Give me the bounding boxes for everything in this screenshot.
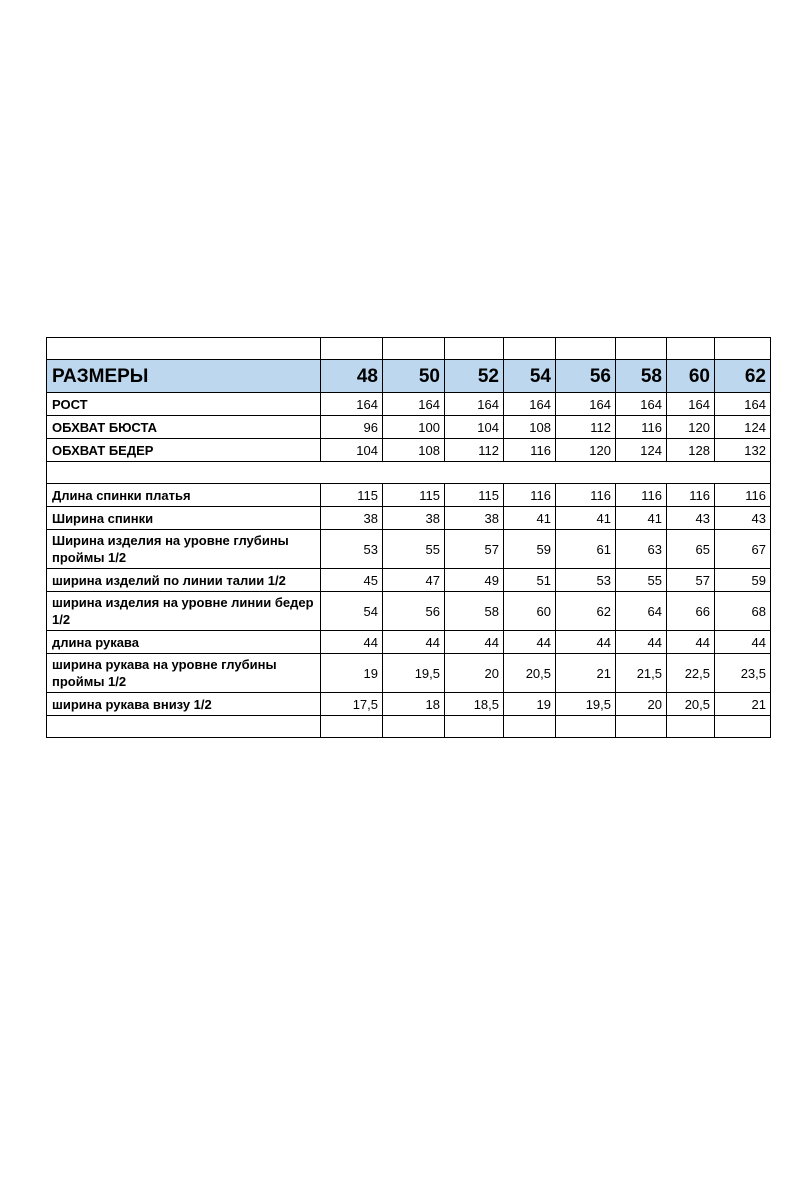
table-row [47,507,771,530]
value-cell: 104 [321,439,383,462]
value-cell: 116 [556,484,616,507]
value-cell: 59 [504,530,556,569]
value-cell: 116 [667,484,715,507]
value-cell: 53 [321,530,383,569]
value-cell: 44 [383,631,445,654]
table-header-row [47,360,771,393]
value-cell: 164 [715,393,771,416]
value-cell: 57 [445,530,504,569]
value-cell: 116 [715,484,771,507]
row-label: ОБХВАТ БЕДЕР [47,439,321,462]
value-cell: 43 [715,507,771,530]
size-header-cell: 58 [616,360,667,393]
value-cell: 116 [504,484,556,507]
value-cell: 67 [715,530,771,569]
table-row [47,416,771,439]
value-cell: 20,5 [504,654,556,693]
value-cell: 164 [504,393,556,416]
value-cell: 164 [556,393,616,416]
size-header-cell: 60 [667,360,715,393]
value-cell: 124 [715,416,771,439]
table-cell [321,716,383,738]
table-row [47,654,771,693]
value-cell: 21 [556,654,616,693]
row-label: ОБХВАТ БЮСТА [47,416,321,439]
value-cell: 43 [667,507,715,530]
value-cell: 60 [504,592,556,631]
table-cell [47,338,321,360]
value-cell: 56 [383,592,445,631]
value-cell: 116 [616,484,667,507]
value-cell: 45 [321,569,383,592]
size-header-cell: 50 [383,360,445,393]
table-cell [321,338,383,360]
row-label: Длина спинки платья [47,484,321,507]
value-cell: 124 [616,439,667,462]
table-row [47,592,771,631]
value-cell: 44 [321,631,383,654]
value-cell: 164 [616,393,667,416]
value-cell: 64 [616,592,667,631]
value-cell: 128 [667,439,715,462]
table-row [47,631,771,654]
row-label: Ширина спинки [47,507,321,530]
sizes-header-label: РАЗМЕРЫ [47,360,321,393]
table-cell [445,338,504,360]
value-cell: 44 [715,631,771,654]
value-cell: 41 [616,507,667,530]
table-cell [47,716,321,738]
value-cell: 54 [321,592,383,631]
value-cell: 115 [445,484,504,507]
value-cell: 18 [383,693,445,716]
value-cell: 19 [321,654,383,693]
value-cell: 63 [616,530,667,569]
size-header-cell: 62 [715,360,771,393]
row-label: ширина рукава на уровне глубины проймы 1/2 [47,654,321,693]
value-cell: 20 [445,654,504,693]
value-cell: 132 [715,439,771,462]
value-cell: 19 [504,693,556,716]
value-cell: 68 [715,592,771,631]
value-cell: 115 [321,484,383,507]
value-cell: 66 [667,592,715,631]
value-cell: 96 [321,416,383,439]
value-cell: 49 [445,569,504,592]
table-cell [556,338,616,360]
table-row [47,693,771,716]
size-header-cell: 52 [445,360,504,393]
value-cell: 44 [504,631,556,654]
table-row-empty-bottom [47,716,771,738]
value-cell: 120 [556,439,616,462]
value-cell: 41 [556,507,616,530]
table-cell [616,716,667,738]
value-cell: 19,5 [556,693,616,716]
row-label: длина рукава [47,631,321,654]
table-cell [667,338,715,360]
table-row [47,530,771,569]
value-cell: 20 [616,693,667,716]
table-cell [616,338,667,360]
row-label: ширина изделий по линии талии 1/2 [47,569,321,592]
value-cell: 115 [383,484,445,507]
value-cell: 112 [556,416,616,439]
value-cell: 108 [504,416,556,439]
value-cell: 41 [504,507,556,530]
table-row-empty-separator [47,462,771,484]
size-header-cell: 54 [504,360,556,393]
row-label: РОСТ [47,393,321,416]
size-header-cell: 48 [321,360,383,393]
size-header-cell: 56 [556,360,616,393]
value-cell: 104 [445,416,504,439]
value-cell: 116 [504,439,556,462]
value-cell: 17,5 [321,693,383,716]
table-cell [667,716,715,738]
value-cell: 51 [504,569,556,592]
row-label: ширина рукава внизу 1/2 [47,693,321,716]
value-cell: 21,5 [616,654,667,693]
value-cell: 20,5 [667,693,715,716]
row-label: Ширина изделия на уровне глубины проймы 1/2 [47,530,321,569]
row-label: ширина изделия на уровне линии бедер 1/2 [47,592,321,631]
table-cell [383,338,445,360]
value-cell: 47 [383,569,445,592]
table-row [47,393,771,416]
table-row [47,439,771,462]
table-row [47,569,771,592]
value-cell: 65 [667,530,715,569]
value-cell: 44 [616,631,667,654]
value-cell: 120 [667,416,715,439]
value-cell: 62 [556,592,616,631]
table-cell [504,716,556,738]
value-cell: 44 [556,631,616,654]
value-cell: 22,5 [667,654,715,693]
value-cell: 164 [383,393,445,416]
table-cell [504,338,556,360]
table-cell [715,716,771,738]
table-row [47,484,771,507]
value-cell: 164 [445,393,504,416]
value-cell: 116 [616,416,667,439]
value-cell: 59 [715,569,771,592]
table-cell [556,716,616,738]
value-cell: 100 [383,416,445,439]
value-cell: 55 [383,530,445,569]
table-row-empty-top [47,338,771,360]
value-cell: 164 [321,393,383,416]
value-cell: 55 [616,569,667,592]
value-cell: 164 [667,393,715,416]
value-cell: 53 [556,569,616,592]
value-cell: 21 [715,693,771,716]
table-cell [383,716,445,738]
value-cell: 19,5 [383,654,445,693]
value-cell: 58 [445,592,504,631]
table-cell [715,338,771,360]
table-cell [47,462,771,484]
value-cell: 44 [667,631,715,654]
value-cell: 61 [556,530,616,569]
value-cell: 18,5 [445,693,504,716]
value-cell: 38 [383,507,445,530]
value-cell: 38 [321,507,383,530]
table-cell [445,716,504,738]
value-cell: 23,5 [715,654,771,693]
size-chart-table [46,337,771,738]
value-cell: 57 [667,569,715,592]
value-cell: 108 [383,439,445,462]
value-cell: 112 [445,439,504,462]
value-cell: 38 [445,507,504,530]
value-cell: 44 [445,631,504,654]
